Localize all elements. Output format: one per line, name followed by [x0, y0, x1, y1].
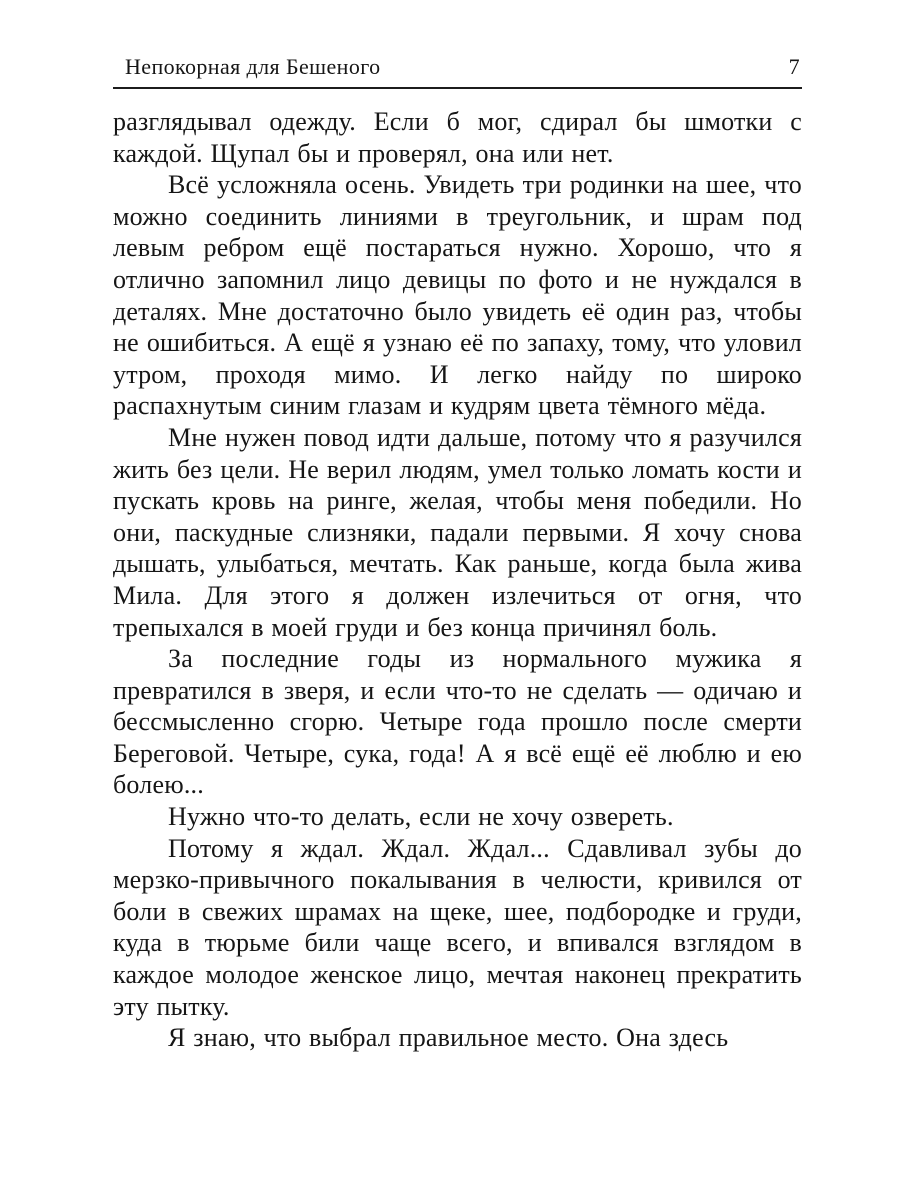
page-header: [113, 54, 802, 80]
body-paragraph: Нужно что-то делать, если не хочу озвереть.: [168, 802, 674, 832]
body-text: [113, 106, 802, 1054]
page-number: 7: [788, 54, 800, 79]
body-paragraph: разглядывал одежду. Если б мог, сдирал бы шмотки с каждой. Щупал бы и проверял, она или нет.: [113, 107, 802, 168]
body-paragraph: Я знаю, что выбрал правильное место. Она здесь: [168, 1023, 729, 1053]
body-paragraph: Всё усложняла осень. Увидеть три родинки на шее, что можно соединить линиями в треугольник, и шрам под левым ребром ещё постараться нужно. Хорошо, что я отлично запомнил лицо девицы по фото и не нуждался в деталях. Мне достаточно было увидеть её один раз, чтобы не ошибиться. А ещё я узнаю её по запаху, тому, что уловил утром, проходя мимо. И легко найду по широко распахнутым синим глазам и кудрям цвета тёмного мёда.: [113, 170, 802, 421]
body-paragraph: Потому я ждал. Ждал. Ждал... Сдавливал зубы до мерзко-привычного покалывания в челюсти, кривился от боли в свежих шрамах на щеке, шее, подбородке и груди, куда в тюрьме били чаще всего, и впивался взглядом в каждое молодое женское лицо, мечтая наконец прекратить эту пытку.: [113, 833, 802, 1021]
header-rule: [113, 87, 802, 89]
running-title: Непокорная для Бешеного: [125, 54, 381, 79]
body-paragraph: За последние годы из нормального мужика я превратился в зверя, и если что-то не сделать — одичаю и бессмысленно сгорю. Четыре года прошло после смерти Береговой. Четыре, сука, года! А я всё ещё её люблю и ею болею...: [113, 644, 802, 800]
body-paragraph: Мне нужен повод идти дальше, потому что я разучился жить без цели. Не верил людям, умел только ломать кости и пускать кровь на ринге, желая, чтобы меня победили. Но они, паскудные слизняки, падали первыми. Я хочу снова дышать, улыбаться, мечтать. Как раньше, когда была жива Мила. Для этого я должен излечиться от огня, что трепыхался в моей груди и без конца причинял боль.: [113, 422, 802, 642]
